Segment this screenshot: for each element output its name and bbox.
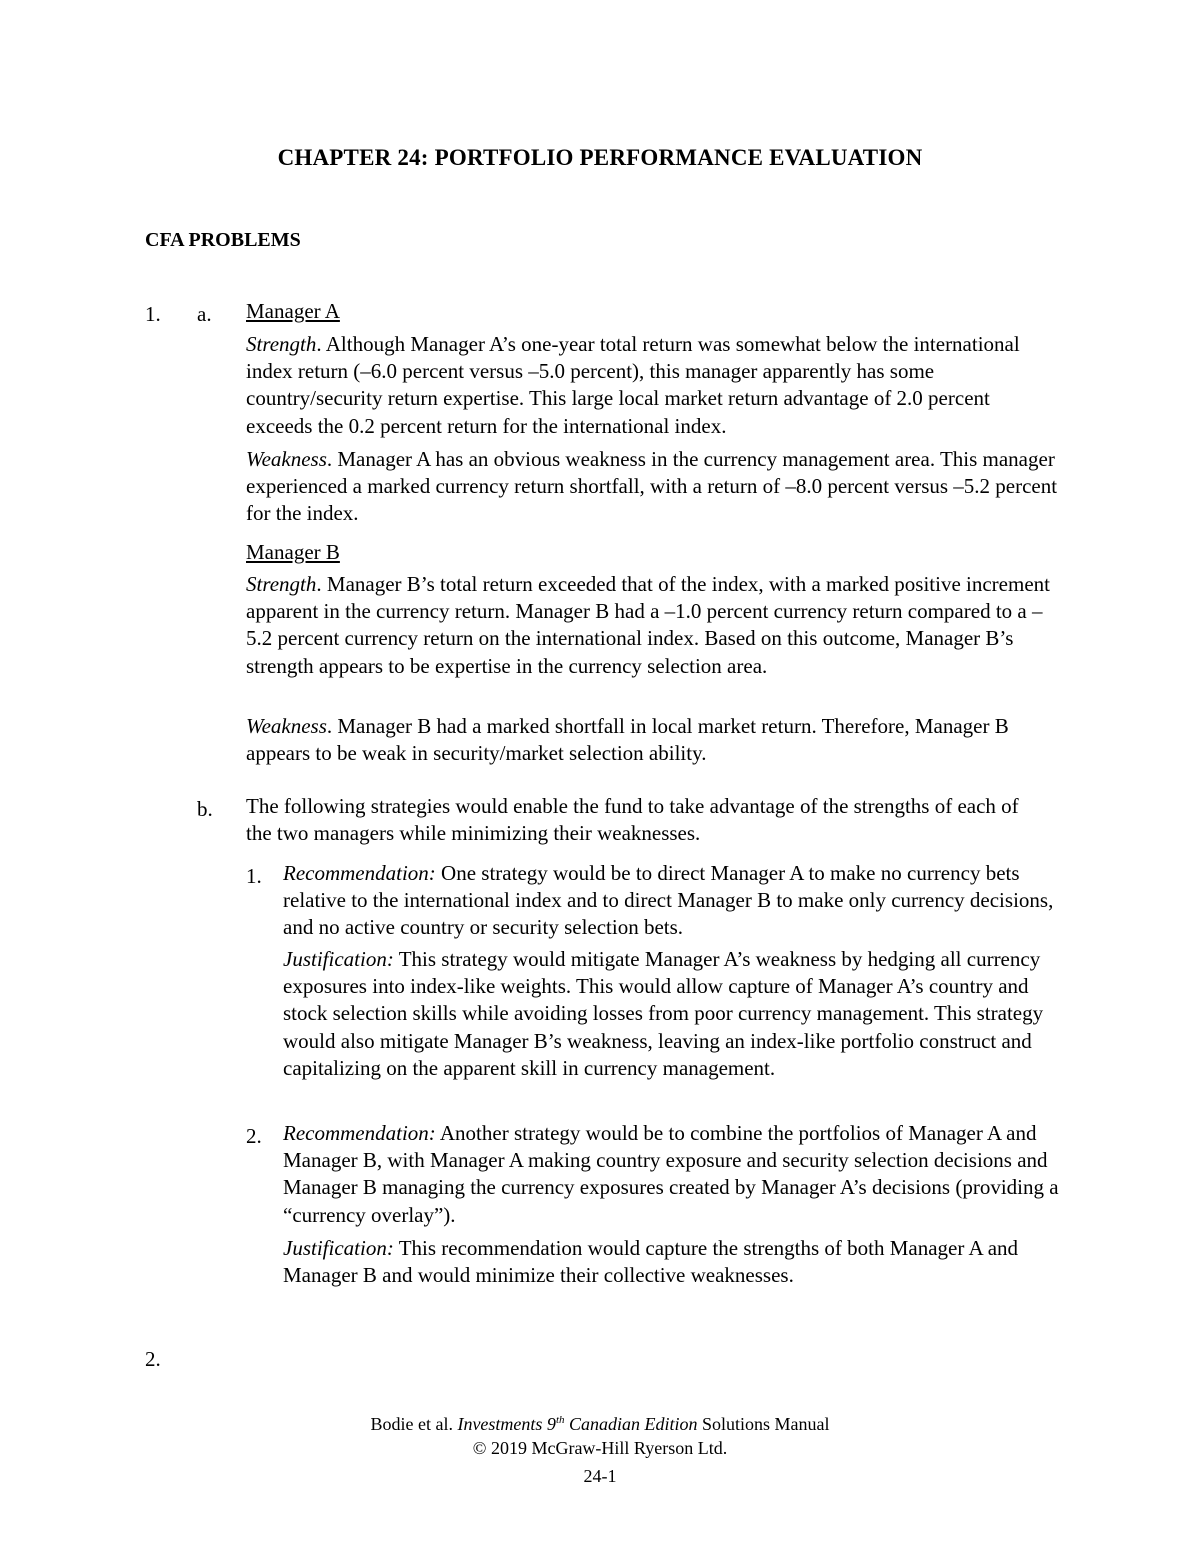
manager-b-weakness: [246, 713, 1061, 767]
question-number: 2.: [145, 1347, 161, 1371]
manager-b-strength: [246, 571, 1061, 680]
manager-b-heading: Manager B: [246, 540, 340, 564]
weakness-text: . Manager A has an obvious weakness in the currency management area. This manager experienced a marked currency return shortfall, with a return of –8.0 percent versus –5.2 percent for the index.: [246, 447, 1058, 526]
item-1-recommendation: [283, 860, 1061, 942]
chapter-title: CHAPTER 24: PORTFOLIO PERFORMANCE EVALUATION: [277, 145, 923, 170]
justification-label: Justification:: [283, 1236, 394, 1260]
item-2-justification: [283, 1235, 1061, 1289]
strength-text: . Although Manager A’s one-year total return was somewhat below the international index return (–6.0 percent versus –5.0 percent), this manager apparently has some country/security return expertise. This large local market return advantage of 2.0 percent exceeds the 0.2 percent return for the international index.: [246, 332, 1020, 438]
recommendation-text: One strategy would be to direct Manager A to make no currency bets relative to the international index and to direct Manager B to make only currency decisions, and no active country or security selection bets.: [283, 861, 1054, 940]
recommendation-label: Recommendation:: [283, 861, 436, 885]
item-1-justification: [283, 946, 1061, 1082]
footer-copyright: © 2019 McGraw-Hill Ryerson Ltd.: [472, 1438, 728, 1458]
strength-label: Strength: [246, 332, 317, 356]
item-2-recommendation: [283, 1120, 1061, 1229]
part-letter: a.: [197, 302, 212, 326]
footer-prefix: Bodie et al.: [370, 1414, 458, 1434]
footer-superscript: th: [555, 1414, 565, 1426]
weakness-label: Weakness: [246, 714, 327, 738]
section-heading: CFA PROBLEMS: [145, 229, 301, 251]
strength-text: . Manager B’s total return exceeded that of the index, with a marked positive increment apparent in the currency return. Manager B had a –1.0 percent currency return compared to a –5.2 percent currency return on the international index. Based on this outcome, Manager B’s strength appears to be expertise in the currency selection area.: [246, 572, 1050, 678]
footer-edition: Canadian Edition: [564, 1414, 698, 1434]
footer-citation: [0, 1414, 1200, 1435]
recommendation-label: Recommendation:: [283, 1121, 436, 1145]
manager-a-heading: Manager A: [246, 299, 340, 323]
item-number: 1.: [246, 864, 262, 888]
item-number: 2.: [246, 1124, 262, 1148]
manager-a-strength: [246, 331, 1061, 440]
manager-a-heading-block: [246, 298, 1061, 325]
justification-text: This recommendation would capture the strengths of both Manager A and Manager B and would minimize their collective weaknesses.: [283, 1236, 1019, 1288]
justification-text: This strategy would mitigate Manager A’s weakness by hedging all currency exposures into index-like weights. This would allow capture of Manager A’s country and stock selection skills while avoiding losses from poor currency management. This strategy would also mitigate Manager B’s weakness, leaving an index-like portfolio construct and capitalizing on the apparent skill in currency management.: [283, 947, 1044, 1080]
question-number: 1.: [145, 302, 161, 326]
part-letter: b.: [197, 797, 213, 821]
weakness-label: Weakness: [246, 447, 327, 471]
recommendation-text: Another strategy would be to combine the portfolios of Manager A and Manager B, with Manager A making country exposure and security selection decisions and Manager B managing the currency exposures created by Manager A’s decisions (providing a “currency overlay”).: [283, 1121, 1059, 1227]
page-number: 24-1: [583, 1466, 617, 1486]
footer-suffix: Solutions Manual: [697, 1414, 830, 1434]
weakness-text: . Manager B had a marked shortfall in local market return. Therefore, Manager B appears to be weak in security/market selection ability.: [246, 714, 1009, 766]
justification-label: Justification:: [283, 947, 394, 971]
strength-label: Strength: [246, 572, 317, 596]
manager-a-weakness: [246, 446, 1061, 528]
footer-book-title: Investments 9: [457, 1414, 556, 1434]
manager-b-heading-block: [246, 539, 1061, 566]
part-b-intro: The following strategies would enable the fund to take advantage of the strengths of each of the two managers while minimizing their weaknesses.: [246, 794, 1019, 846]
